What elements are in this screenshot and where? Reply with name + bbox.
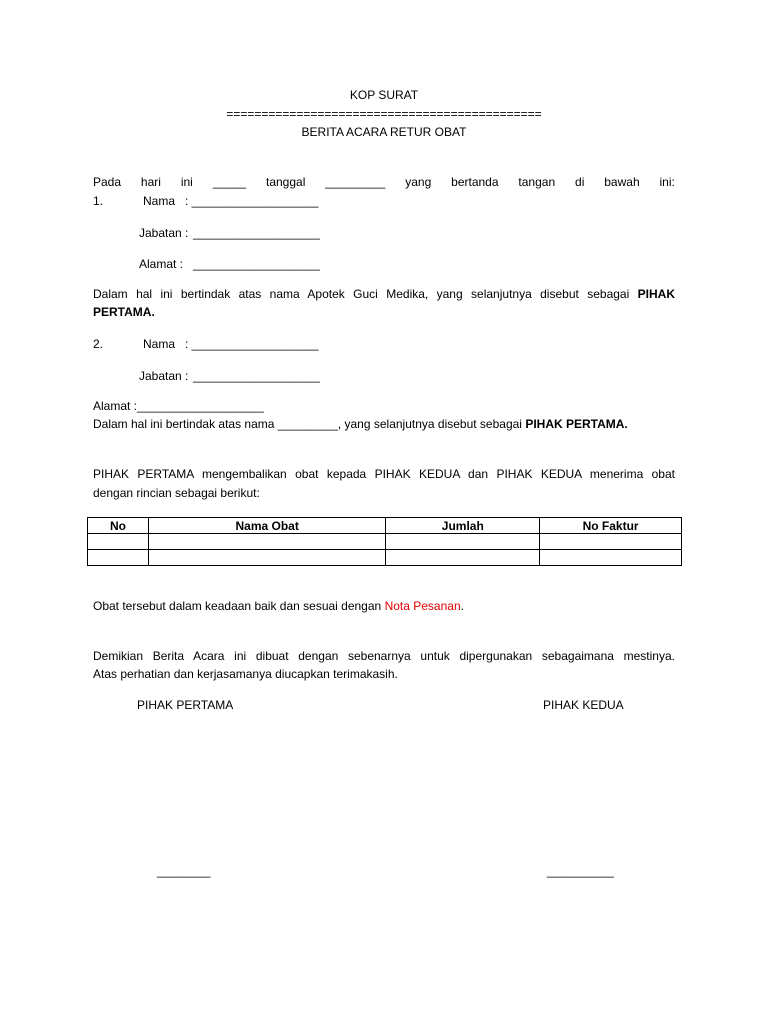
- party2-alamat-line: Alamat :___________________: [93, 399, 264, 413]
- header-divider: =============================================: [226, 107, 542, 121]
- party1-statement-text: Dalam hal ini bertindak atas nama Apotek Guci Medika, yang selanjutnya disebut sebagai: [93, 287, 630, 301]
- return-items-table: [87, 517, 682, 566]
- opening-word: _________: [325, 175, 386, 189]
- opening-word: bawah: [604, 175, 640, 189]
- party2-statement-text: Dalam hal ini bertindak atas nama _________, yang selanjutnya disebut sebagai: [93, 417, 522, 431]
- table-header-row: [88, 518, 682, 534]
- table-cell: [88, 534, 149, 550]
- table-cell: [386, 550, 540, 566]
- party1-nama-field: : ___________________: [185, 194, 319, 208]
- opening-word: ini:: [659, 175, 675, 189]
- opening-word: yang: [405, 175, 432, 189]
- condition-text: Obat tersebut dalam keadaan baik dan sesuai dengan: [93, 599, 382, 613]
- party1-jabatan-label: Jabatan :: [139, 226, 189, 240]
- intro-line2: dengan rincian sebagai berikut:: [93, 486, 260, 500]
- opening-word: bertanda: [451, 175, 499, 189]
- party1-statement-line1: [93, 287, 675, 302]
- party1-alamat-label: Alamat :: [139, 257, 184, 271]
- party2-jabatan-label: Jabatan :: [139, 369, 189, 383]
- party2-statement: [93, 417, 628, 432]
- condition-sentence: [93, 599, 464, 614]
- signature-label-left: PIHAK PERTAMA: [137, 698, 234, 712]
- closing-line1: Demikian Berita Acara ini dibuat dengan sebenarnya untuk dipergunakan sebagaimana mestinya.: [93, 649, 675, 663]
- party1-alamat-field: ___________________: [193, 257, 320, 271]
- opening-word: hari: [140, 175, 161, 189]
- closing-line2: Atas perhatian dan kerjasamanya diucapkan terimakasih.: [93, 667, 398, 681]
- table-cell: [540, 550, 682, 566]
- party1-statement-line2: PERTAMA.: [93, 305, 155, 319]
- table-cell: [540, 534, 682, 550]
- table-cell: [148, 550, 386, 566]
- opening-word: ini: [180, 175, 193, 189]
- column-header-no: No: [88, 518, 149, 534]
- opening-word: _____: [212, 175, 247, 189]
- signature-line-right: __________: [547, 864, 614, 878]
- table-row: [88, 534, 682, 550]
- nota-pesanan-highlight: Nota Pesanan: [384, 599, 461, 613]
- party1-nama-label: Nama: [143, 194, 176, 208]
- party1-statement-bold: PIHAK: [637, 287, 675, 301]
- opening-word: tanggal: [266, 175, 306, 189]
- opening-word: Pada: [93, 175, 122, 189]
- opening-word: di: [575, 175, 585, 189]
- document-title: BERITA ACARA RETUR OBAT: [301, 125, 467, 139]
- signature-line-left: ________: [157, 864, 211, 878]
- opening-line: [93, 175, 675, 190]
- party2-nama-field: : ___________________: [185, 337, 319, 351]
- condition-period: .: [460, 599, 464, 613]
- party1-number: 1.: [93, 194, 104, 208]
- party2-number: 2.: [93, 337, 104, 351]
- intro-line1: PIHAK PERTAMA mengembalikan obat kepada PIHAK KEDUA dan PIHAK KEDUA menerima obat: [93, 467, 675, 481]
- column-header-jumlah: Jumlah: [386, 518, 540, 534]
- party2-statement-bold: PIHAK PERTAMA.: [525, 417, 628, 431]
- party1-jabatan-field: ___________________: [193, 226, 320, 240]
- signature-label-right: PIHAK KEDUA: [543, 698, 624, 712]
- column-header-no-faktur: No Faktur: [540, 518, 682, 534]
- party2-jabatan-field: ___________________: [193, 369, 320, 383]
- table-cell: [386, 534, 540, 550]
- table-row: [88, 550, 682, 566]
- table-cell: [148, 534, 386, 550]
- column-header-nama-obat: Nama Obat: [148, 518, 386, 534]
- kop-surat-heading: KOP SURAT: [349, 88, 419, 102]
- party2-nama-label: Nama: [143, 337, 176, 351]
- opening-word: tangan: [518, 175, 556, 189]
- table-cell: [88, 550, 149, 566]
